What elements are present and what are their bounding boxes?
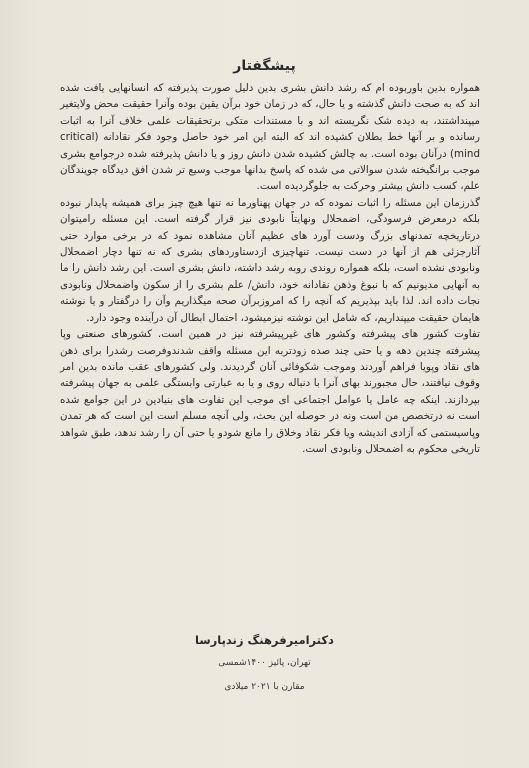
page-title: پیشگفتار <box>233 58 296 74</box>
author-signature: دکترامیرفرهنگ زندپارسا <box>195 633 334 647</box>
bleed-through-text <box>30 0 510 28</box>
paragraph-1: همواره بدین باوربوده ام که رشد دانش بشری بدین دلیل صورت پذیرفته که انسانهایی یافت شده اند که به صحت دانش گذشته و یا حال، که در زمان خود برآن یقین بوده وآنرا حقیقت محض ولایتغیر میپنداشتند، به دیده شک نگریسته اند و با مستندات متکی برتحقیقات علمی خلاف آنرا به اثبات رسانده و بر آنها خط بطلان کشیده اند که البته این امر خود حاصل وجود فکر نقادانه (critical mind) درآنان بوده است. به چالش کشیده شدن دانش روز و یا دانش پذیرفته شده درجوامع بشری موجب برانگیخته شدن سوالاتی می شده که پاسخ بدانها موجب وسیع تر شدن افق دیدگاه جویندگان علم، کسب دانش بیشتر وحرکت به جلوگردیده است. <box>60 82 480 193</box>
paragraph-3: تفاوت کشور های پیشرفته وکشور های غیرپیشرفته نیز در همین است. کشورهای صنعتی وپا پیشرفته چندین دهه و یا حتی چند صده زودتربه این مسئله واقف شدندوفرصت رشدرا برای ذهن های نقاد وپویا فراهم آوردند وموجب شکوفائی آنان گردیدند. ولی کشورهای عقب مانده بدین امر وقوف نیافتند، حال مجبورند بهای آنرا با دنباله روی و یا به عبارتی وابستگی علمی به جهان پیشرفته بپردازند. اینکه چه عامل یا عوامل اجتماعی ای موجب این تفاوت های بنیادین در این جوامع شده است نه درتخصص من است ونه در حوصله این بحث، ولی آنچه مسلم است این است که هر تمدن وپاسیستمی که آزادی اندیشه ویا فکر نقاد وخلاق را مانع شودو یا حتی آن را رشد ندهد، طبق شواهد تاریخی محکوم به اضمحلال ونابودی است. <box>60 328 480 455</box>
preface-body <box>60 80 480 457</box>
place-date: تهران، پائیز ۱۴۰۰شمسی <box>218 658 311 668</box>
gregorian-date: مقارن با ۲۰۲۱ میلادی <box>224 682 305 692</box>
paragraph-2: گذرزمان این مسئله را اثبات نموده که در جهان پهناورما نه تنها هیچ چیز برای همیشه پایدار نبوده بلکه درمعرض فرسودگی، اضمحلال ونهایتاً نابودی نیز قرار گرفته است. این مسئله رامیتوان درتاریخچه تمدنهای بزرگ ودست آورد های عظیم آنان مشاهده نمود که در برخی موارد حتی آثارجزئی هم از آنها در دست نیست. تنهاچیزی ازدستاوردهای بشری که نه تنها دچار اضمحلال ونابودی نشده است، بلکه همواره روندی روبه رشد داشته، دانش بشری است. این رشد دانش را ما به آنهایی مدیونیم که با نبوغ وذهن نقادانه خود، دانش/ علم بشری را از سکون واضمحلال ونابودی نجات داده اند. لذا باید بپذیریم که آنچه را که امروزبرآن صحه میگذاریم وآن را درگفتار و یا نوشته هایمان حقیقت میپنداریم، که شامل این نوشته نیزمیشود، احتمال ابطال آن درآینده وجود دارد. <box>60 196 480 324</box>
